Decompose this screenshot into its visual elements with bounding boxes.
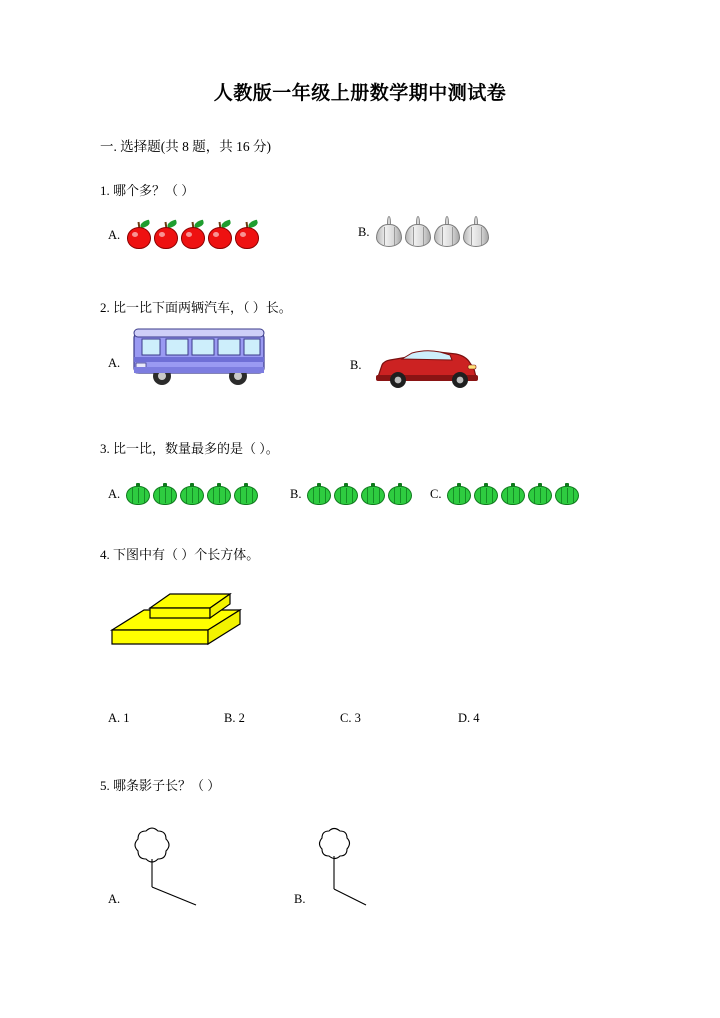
gourd-group-b: [307, 483, 415, 505]
question-5: [100, 776, 620, 937]
question-1-options: [100, 216, 620, 272]
question-2: [100, 298, 620, 413]
question-4-figure: [100, 580, 620, 690]
question-3-options: [100, 473, 620, 519]
document-content: [100, 70, 620, 937]
question-3-option-b[interactable]: [290, 483, 415, 505]
garlic-group: [375, 216, 491, 248]
gourd-icon: [474, 483, 498, 505]
gourd-icon: [180, 483, 204, 505]
question-5-option-b[interactable]: [294, 889, 311, 909]
tree-shadow-long-image: [124, 827, 214, 924]
question-4-option-c[interactable]: C. 3: [340, 711, 361, 726]
option-label-b: B.: [290, 487, 302, 502]
gourd-icon: [334, 483, 358, 505]
option-label-a: A.: [108, 355, 121, 370]
gourd-icon: [361, 483, 385, 505]
section-heading-choice: 一. 选择题(共 8 题，共 16 分): [100, 139, 271, 154]
question-4: [100, 545, 620, 728]
gourd-icon: [528, 483, 552, 505]
question-2-option-a[interactable]: [108, 353, 126, 373]
gourd-icon: [126, 483, 150, 505]
gourd-icon: [153, 483, 177, 505]
question-2-text: 2. 比一比下面两辆汽车，（ ）长。: [100, 299, 292, 315]
question-2-options: [100, 333, 620, 413]
apple-icon: [207, 220, 233, 250]
gourd-icon: [447, 483, 471, 505]
question-4-text-options: [100, 708, 620, 728]
gourd-group-a: [126, 483, 261, 505]
question-3-text: 3. 比一比，数量最多的是（ ）。: [100, 440, 279, 456]
question-1-text: 1. 哪个多？（ ）: [100, 183, 195, 198]
option-label-a: A.: [108, 891, 121, 906]
cuboid-blocks-image: [108, 582, 248, 665]
gourd-icon: [501, 483, 525, 505]
garlic-icon: [433, 216, 461, 248]
page-title: 人教版一年级上册数学期中测试卷: [213, 83, 507, 104]
question-1-option-b[interactable]: [358, 216, 491, 248]
apple-icon: [234, 220, 260, 250]
gourd-icon: [234, 483, 258, 505]
apple-icon: [180, 220, 206, 250]
option-label-b: B.: [350, 357, 362, 372]
option-label-c: C.: [430, 487, 442, 502]
question-1: [100, 181, 620, 272]
question-4-option-d[interactable]: D. 4: [458, 711, 480, 726]
question-5-options: [100, 827, 620, 937]
question-4-option-a[interactable]: A. 1: [108, 711, 130, 726]
gourd-icon: [207, 483, 231, 505]
tree-shadow-short-image: [310, 827, 390, 924]
apple-icon: [153, 220, 179, 250]
question-1-option-a[interactable]: [108, 220, 261, 250]
gourd-icon: [307, 483, 331, 505]
gourd-icon: [388, 483, 412, 505]
question-3-option-c[interactable]: [430, 483, 582, 505]
option-label-b: B.: [358, 224, 370, 239]
option-label-b: B.: [294, 891, 306, 906]
question-3-option-a[interactable]: [108, 483, 261, 505]
bus-image: [128, 321, 273, 400]
question-5-text: 5. 哪条影子长？（ ）: [100, 778, 221, 794]
apples-group: [126, 220, 261, 250]
gourd-group-c: [447, 483, 582, 505]
apple-icon: [126, 220, 152, 250]
question-4-text: 4. 下图中有（ ）个长方体。: [100, 547, 260, 563]
option-label-a: A.: [108, 487, 121, 502]
gourd-icon: [555, 483, 579, 505]
option-label-a: A.: [108, 227, 121, 242]
garlic-icon: [375, 216, 403, 248]
question-4-option-b[interactable]: B. 2: [224, 711, 245, 726]
garlic-icon: [462, 216, 490, 248]
car-image: [368, 339, 486, 402]
garlic-icon: [404, 216, 432, 248]
question-2-option-b[interactable]: [350, 355, 367, 375]
question-3: [100, 439, 620, 520]
